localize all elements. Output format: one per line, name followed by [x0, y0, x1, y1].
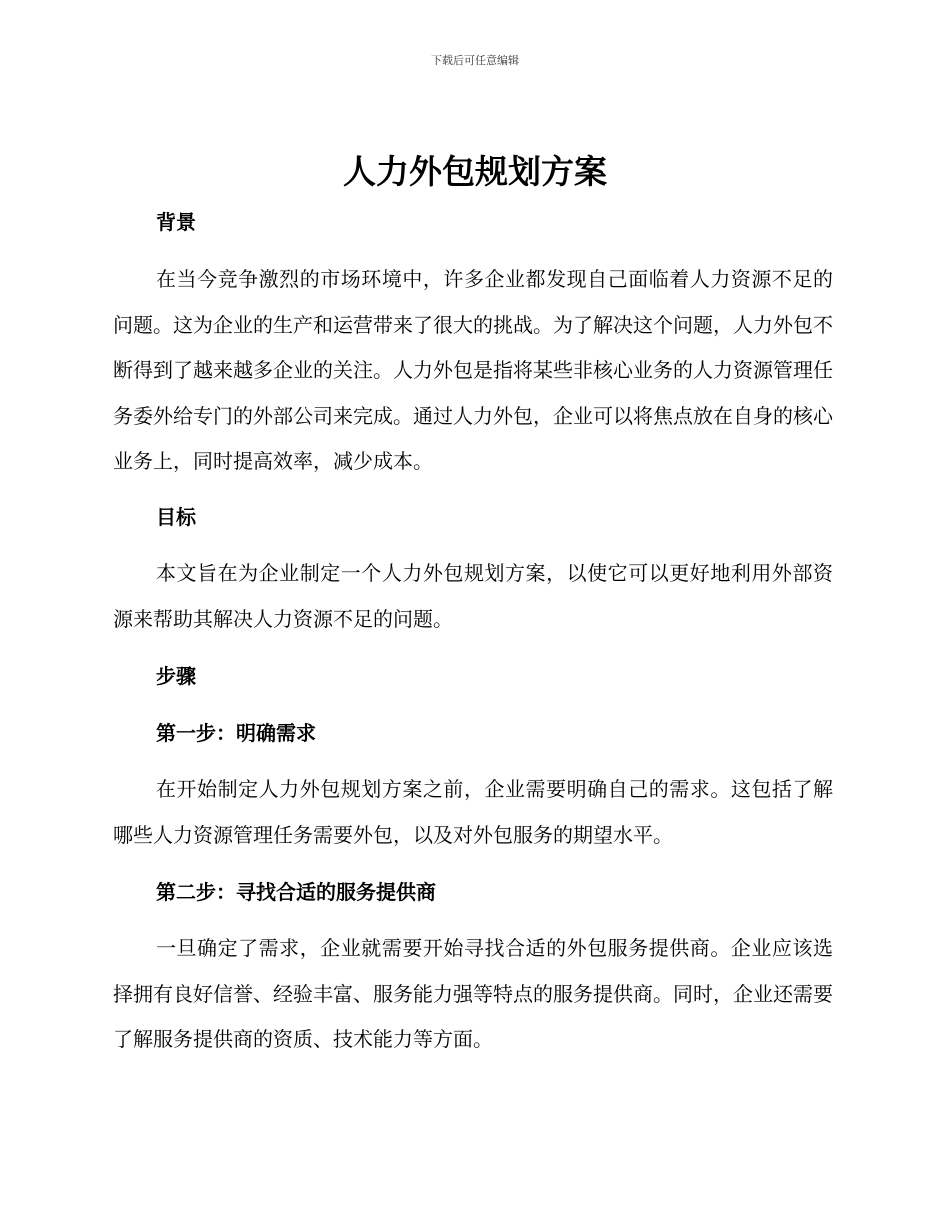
page-header: 下载后可任意编辑	[431, 54, 519, 67]
section-heading-background: 背景	[156, 210, 196, 234]
step-heading-1: 第一步：明确需求	[156, 721, 316, 745]
paragraph-goal: 本文旨在为企业制定一个人力外包规划方案，以使它可以更好地利用外部资源来帮助其解决人力资源不足的问题。	[113, 561, 833, 631]
section-heading-goal: 目标	[156, 505, 196, 529]
paragraph-step-1: 在开始制定人力外包规划方案之前，企业需要明确自己的需求。这包括了解哪些人力资源管理任务需要外包，以及对外包服务的期望水平。	[113, 777, 833, 847]
document-title: 人力外包规划方案	[343, 152, 607, 191]
paragraph-step-2: 一旦确定了需求，企业就需要开始寻找合适的外包服务提供商。企业应该选择拥有良好信誉、经验丰富、服务能力强等特点的服务提供商。同时，企业还需要了解服务提供商的资质、技术能力等方面。	[113, 936, 833, 1051]
paragraph-background: 在当今竞争激烈的市场环境中，许多企业都发现自己面临着人力资源不足的问题。这为企业的生产和运营带来了很大的挑战。为了解决这个问题，人力外包不断得到了越来越多企业的关注。人力外包是指将某些非核心业务的人力资源管理任务委外给专门的外部公司来完成。通过人力外包，企业可以将焦点放在自身的核心业务上，同时提高效率，减少成本。	[113, 267, 833, 473]
step-heading-2: 第二步：寻找合适的服务提供商	[156, 880, 436, 904]
section-heading-steps: 步骤	[156, 664, 196, 688]
